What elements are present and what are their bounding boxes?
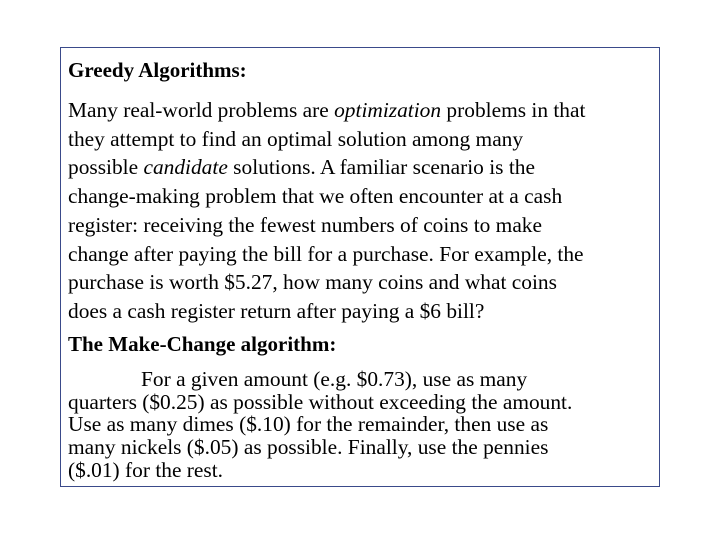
intro-line-8: does a cash register return after paying a $6 bill? — [68, 298, 485, 323]
intro-line-1-text-b: problems in that — [441, 98, 586, 122]
intro-line-5: register: receiving the fewest numbers of coins to make — [68, 212, 542, 237]
slide-text-box — [60, 47, 660, 487]
section-heading: Greedy Algorithms: — [68, 58, 247, 82]
algorithm-line-5: ($.01) for the rest. — [68, 457, 224, 482]
algorithm-heading: The Make-Change algorithm: — [68, 332, 337, 356]
intro-line-3 — [68, 153, 658, 182]
intro-emphasis-optimization: optimization — [334, 98, 442, 122]
intro-line-3-text-a: possible — [68, 155, 144, 180]
intro-line-7: purchase is worth $5.27, how many coins and what coins — [68, 270, 557, 295]
intro-line-1 — [68, 96, 658, 125]
algorithm-line-4: many nickels ($.05) as possible. Finally, use the pennies — [68, 435, 549, 460]
intro-line-6: change after paying the bill for a purchase. For example, the — [68, 241, 584, 266]
algorithm-line-1: For a given amount (e.g. $0.73), use as many — [141, 367, 528, 391]
algorithm-line-3: Use as many dimes ($.10) for the remainder, then use as — [68, 412, 549, 437]
algorithm-line-2: quarters ($0.25) as possible without exceeding the amount. — [68, 389, 573, 414]
intro-paragraph — [68, 96, 658, 326]
intro-line-2: they attempt to find an optimal solution among many — [68, 126, 524, 151]
intro-line-1-text-a: Many real-world problems are — [68, 98, 335, 122]
intro-line-3-text-b: solutions. A familiar scenario is the — [227, 155, 535, 180]
algorithm-paragraph — [68, 368, 658, 482]
intro-line-4: change-making problem that we often encounter at a cash — [68, 184, 563, 209]
intro-emphasis-candidate: candidate — [143, 155, 228, 180]
